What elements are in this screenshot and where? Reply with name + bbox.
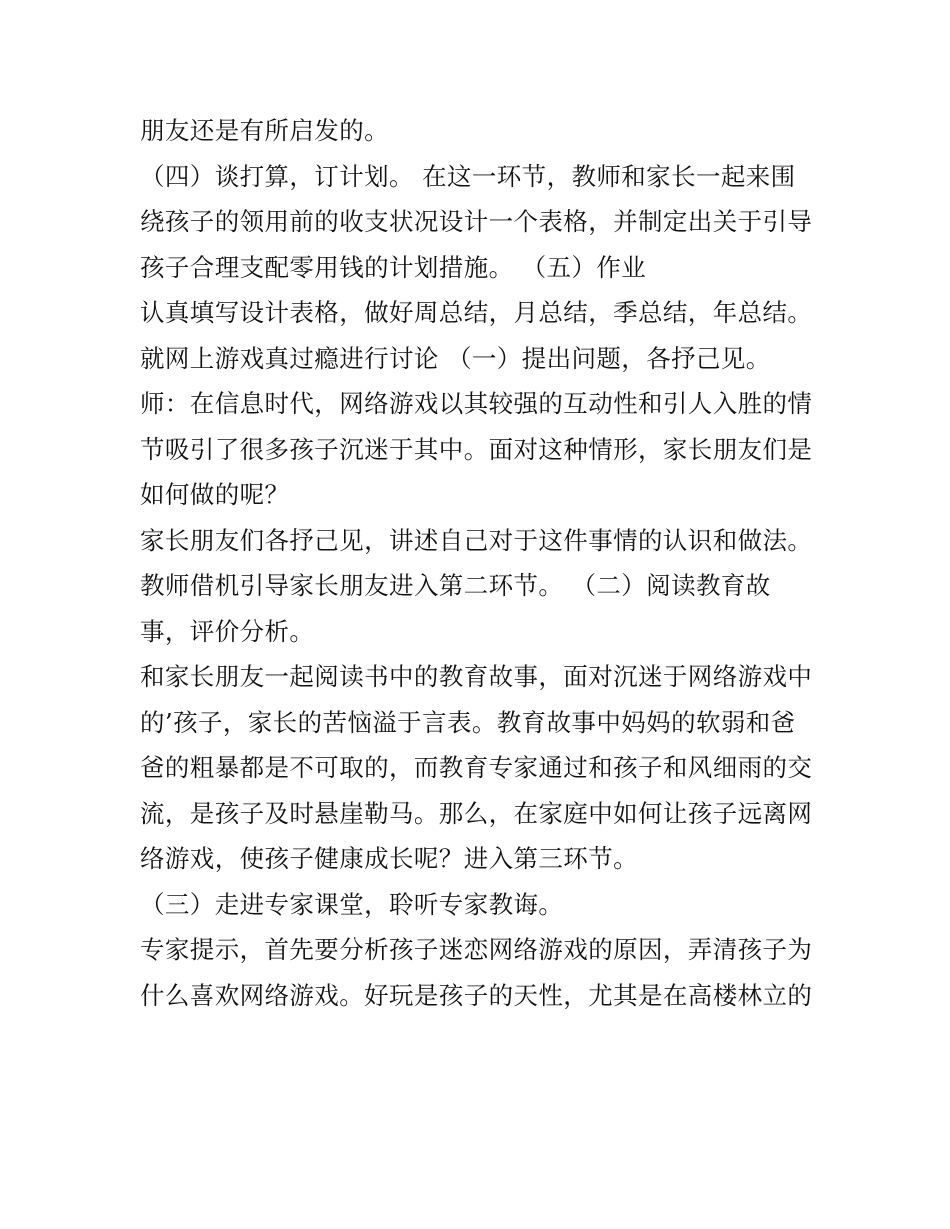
text-line: 专家提示，首先要分析孩子迷恋网络游戏的原因，弄清孩子为: [140, 935, 813, 964]
text-line: 什么喜欢网络游戏。好玩是孩子的天性，尤其是在高楼林立的: [140, 980, 813, 1010]
text-line: （三）走进专家课堂，聆听专家教诲。: [140, 889, 564, 919]
text-line: 络游戏，使孩子健康成长呢？进入第三环节。: [140, 844, 638, 873]
text-line: 教师借机引导家长朋友进入第二环节。 （二）阅读教育故: [140, 571, 771, 600]
text-line: 认真填写设计表格，做好周总结，月总结，季总结，年总结。: [140, 298, 813, 327]
text-line: 如何做的呢？: [140, 480, 290, 509]
text-line: 流，是孩子及时悬崖勒马。那么，在家庭中如何让孩子远离网: [140, 798, 813, 828]
text-line: 就网上游戏真过瘾进行讨论 （一）提出问题，各抒己见。: [140, 343, 771, 373]
text-line: 的’孩子，家长的苦恼溢于言表。教育故事中妈妈的软弱和爸: [140, 707, 796, 737]
text-line: 孩子合理支配零用钱的计划措施。 （五）作业: [140, 252, 647, 282]
text-line: 绕孩子的领用前的收支状况设计一个表格，并制定出关于引导: [140, 207, 813, 236]
text-line: 事，评价分析。: [140, 616, 315, 646]
text-line: 家长朋友们各抒己见，讲述自己对于这件事情的认识和做法。: [140, 525, 813, 555]
text-line: 爸的粗暴都是不可取的，而教育专家通过和孩子和风细雨的交: [140, 753, 813, 782]
text-line: 和家长朋友一起阅读书中的教育故事，面对沉迷于网络游戏中: [140, 662, 813, 691]
text-line: 朋友还是有所启发的。: [140, 116, 389, 145]
document-body: [140, 108, 820, 1018]
text-line: 节吸引了很多孩子沉迷于其中。面对这种情形，家长朋友们是: [140, 434, 813, 464]
text-line: 师：在信息时代，网络游戏以其较强的互动性和引人入胜的情: [140, 389, 813, 418]
text-line: （四）谈打算，订计划。 在这一环节，教师和家长一起来围: [140, 161, 796, 191]
